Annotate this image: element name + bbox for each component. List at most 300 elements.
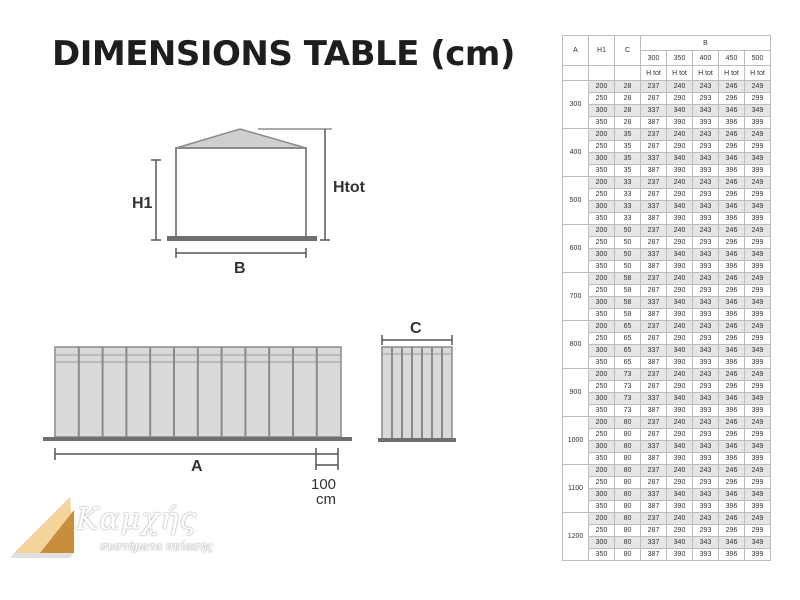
end-view-diagram [378,320,456,442]
table-row [563,117,771,129]
cell-htot: 399 [745,501,771,513]
table-row [563,105,771,117]
cell-htot: 243 [693,225,719,237]
cell-htot: 396 [719,261,745,273]
cell-htot: 290 [667,381,693,393]
cell-htot: 299 [745,381,771,393]
cell-htot: 390 [667,213,693,225]
cell-htot: 343 [693,537,719,549]
cell-htot: 387 [641,213,667,225]
table-row [563,453,771,465]
cell-a: 500 [563,177,589,225]
cell-htot: 237 [641,321,667,333]
cell-htot: 243 [693,417,719,429]
table-row [563,249,771,261]
cell-c: 80 [615,453,641,465]
cell-h1: 300 [589,441,615,453]
cell-a: 600 [563,225,589,273]
cell-htot: 290 [667,333,693,345]
cell-htot: 399 [745,117,771,129]
cell-htot: 343 [693,249,719,261]
cell-htot: 399 [745,165,771,177]
cell-htot: 249 [745,273,771,285]
cell-htot: 349 [745,249,771,261]
cell-c: 80 [615,465,641,477]
cell-htot: 337 [641,153,667,165]
table-row [563,153,771,165]
cell-htot: 349 [745,153,771,165]
table-row [563,261,771,273]
cell-htot: 240 [667,81,693,93]
header-htot: H tot [745,66,771,81]
cell-htot: 287 [641,93,667,105]
cell-htot: 399 [745,405,771,417]
cell-htot: 346 [719,489,745,501]
cell-c: 80 [615,429,641,441]
cell-htot: 387 [641,165,667,177]
table-row [563,165,771,177]
cell-htot: 287 [641,189,667,201]
cell-h1: 350 [589,357,615,369]
cell-h1: 300 [589,489,615,501]
cell-htot: 399 [745,453,771,465]
cell-c: 65 [615,345,641,357]
table-row [563,381,771,393]
cell-h1: 350 [589,405,615,417]
table-row [563,501,771,513]
cell-h1: 250 [589,477,615,489]
cell-h1: 250 [589,189,615,201]
cell-htot: 396 [719,501,745,513]
cell-h1: 300 [589,393,615,405]
cell-c: 58 [615,309,641,321]
table-row [563,297,771,309]
table-row [563,213,771,225]
cell-htot: 343 [693,153,719,165]
cell-htot: 399 [745,357,771,369]
cell-htot: 237 [641,513,667,525]
cell-htot: 287 [641,477,667,489]
cell-htot: 293 [693,477,719,489]
cell-htot: 293 [693,237,719,249]
cell-c: 33 [615,213,641,225]
cell-htot: 249 [745,417,771,429]
cell-a: 800 [563,321,589,369]
cell-htot: 296 [719,333,745,345]
cell-htot: 349 [745,105,771,117]
cell-htot: 249 [745,513,771,525]
cell-htot: 299 [745,477,771,489]
cell-htot: 349 [745,489,771,501]
cell-htot: 293 [693,429,719,441]
cell-c: 80 [615,417,641,429]
cell-htot: 249 [745,321,771,333]
table-row [563,405,771,417]
cell-htot: 340 [667,249,693,261]
cell-h1: 250 [589,237,615,249]
cell-c: 65 [615,321,641,333]
table-row [563,537,771,549]
cell-htot: 293 [693,141,719,153]
cell-htot: 340 [667,441,693,453]
cell-htot: 346 [719,201,745,213]
company-logo-name: Καμχής [76,502,198,537]
cell-htot: 299 [745,237,771,249]
cell-htot: 343 [693,441,719,453]
cell-htot: 290 [667,237,693,249]
cell-h1: 250 [589,381,615,393]
cell-h1: 200 [589,369,615,381]
cell-h1: 300 [589,201,615,213]
cell-htot: 340 [667,297,693,309]
cell-htot: 246 [719,273,745,285]
table-row [563,129,771,141]
cell-htot: 293 [693,285,719,297]
cell-htot: 246 [719,321,745,333]
page-title: DIMENSIONS TABLE (cm) [52,34,515,74]
cell-htot: 290 [667,429,693,441]
cell-c: 65 [615,333,641,345]
cell-htot: 396 [719,213,745,225]
cell-htot: 243 [693,465,719,477]
cell-htot: 387 [641,117,667,129]
header-htot: H tot [719,66,745,81]
cell-h1: 300 [589,249,615,261]
cell-c: 80 [615,441,641,453]
cell-htot: 299 [745,189,771,201]
cell-htot: 340 [667,201,693,213]
cell-htot: 237 [641,81,667,93]
cell-a: 1100 [563,465,589,513]
h1-label: H1 [132,195,153,212]
cell-htot: 337 [641,393,667,405]
cell-h1: 250 [589,93,615,105]
cell-htot: 299 [745,285,771,297]
cell-c: 80 [615,525,641,537]
cell-h1: 200 [589,417,615,429]
htot-label: Htot [333,179,365,196]
cell-c: 80 [615,477,641,489]
cell-htot: 390 [667,261,693,273]
cell-c: 80 [615,489,641,501]
cell-a: 700 [563,273,589,321]
header-h1: H1 [589,36,615,66]
cell-htot: 343 [693,105,719,117]
cell-htot: 246 [719,417,745,429]
cell-htot: 240 [667,513,693,525]
cell-htot: 349 [745,441,771,453]
cell-htot: 293 [693,525,719,537]
cell-htot: 290 [667,189,693,201]
cell-c: 35 [615,165,641,177]
cell-htot: 349 [745,201,771,213]
cell-htot: 243 [693,129,719,141]
cell-htot: 393 [693,501,719,513]
cell-c: 80 [615,537,641,549]
table-header-row [563,36,771,51]
cell-c: 50 [615,225,641,237]
company-logo-mark [10,497,74,558]
header-c: C [615,36,641,66]
cell-c: 80 [615,549,641,561]
cell-htot: 337 [641,105,667,117]
cell-htot: 287 [641,381,667,393]
cell-htot: 237 [641,129,667,141]
header-htot: H tot [693,66,719,81]
module-unit-label: cm [316,491,336,508]
cell-htot: 243 [693,273,719,285]
cell-c: 73 [615,405,641,417]
cell-htot: 293 [693,189,719,201]
table-row [563,81,771,93]
cell-htot: 246 [719,81,745,93]
header-spacer [563,66,589,81]
cell-h1: 200 [589,129,615,141]
header-spacer [615,66,641,81]
cell-htot: 337 [641,345,667,357]
table-row [563,549,771,561]
cell-htot: 346 [719,105,745,117]
cell-htot: 393 [693,405,719,417]
c-label: C [410,320,422,337]
cell-htot: 246 [719,513,745,525]
cell-htot: 346 [719,249,745,261]
table-row [563,141,771,153]
cell-htot: 240 [667,129,693,141]
cell-htot: 237 [641,465,667,477]
cell-htot: 240 [667,225,693,237]
cell-htot: 246 [719,369,745,381]
cell-htot: 293 [693,93,719,105]
cell-htot: 390 [667,501,693,513]
cell-c: 33 [615,189,641,201]
cell-htot: 240 [667,417,693,429]
header-spacer [589,66,615,81]
table-row [563,309,771,321]
header-b-value: 500 [745,51,771,66]
cell-htot: 346 [719,537,745,549]
cell-htot: 249 [745,369,771,381]
cell-htot: 387 [641,309,667,321]
cell-htot: 399 [745,213,771,225]
header-a: A [563,36,589,66]
cell-htot: 287 [641,429,667,441]
cell-htot: 399 [745,309,771,321]
cell-c: 28 [615,105,641,117]
cell-h1: 250 [589,429,615,441]
cell-htot: 240 [667,177,693,189]
cell-htot: 249 [745,177,771,189]
cell-htot: 296 [719,93,745,105]
cell-htot: 343 [693,489,719,501]
cell-htot: 390 [667,405,693,417]
header-b-value: 350 [667,51,693,66]
cell-htot: 346 [719,345,745,357]
cell-c: 28 [615,117,641,129]
cell-htot: 337 [641,249,667,261]
cell-htot: 396 [719,549,745,561]
cell-c: 28 [615,81,641,93]
cell-h1: 350 [589,165,615,177]
cell-htot: 237 [641,369,667,381]
table-header-row [563,66,771,81]
cell-htot: 243 [693,81,719,93]
cell-htot: 349 [745,297,771,309]
cell-htot: 299 [745,333,771,345]
cell-htot: 387 [641,405,667,417]
cell-htot: 290 [667,93,693,105]
cell-a: 1000 [563,417,589,465]
cell-htot: 293 [693,381,719,393]
cell-htot: 340 [667,105,693,117]
table-row [563,477,771,489]
table-row [563,357,771,369]
cell-htot: 246 [719,225,745,237]
table-row [563,321,771,333]
front-view-base [167,236,317,241]
cell-c: 50 [615,261,641,273]
cell-htot: 387 [641,261,667,273]
cell-c: 50 [615,249,641,261]
cell-h1: 200 [589,273,615,285]
cell-c: 58 [615,297,641,309]
cell-htot: 390 [667,309,693,321]
table-row [563,465,771,477]
cell-htot: 396 [719,357,745,369]
cell-htot: 249 [745,465,771,477]
cell-c: 58 [615,273,641,285]
cell-a: 300 [563,81,589,129]
logo-shadow [10,553,74,558]
cell-htot: 387 [641,453,667,465]
cell-htot: 393 [693,165,719,177]
cell-htot: 390 [667,357,693,369]
cell-htot: 237 [641,417,667,429]
cell-htot: 393 [693,261,719,273]
cell-htot: 387 [641,549,667,561]
cell-h1: 300 [589,297,615,309]
cell-h1: 250 [589,141,615,153]
cell-a: 400 [563,129,589,177]
cell-htot: 399 [745,261,771,273]
cell-htot: 249 [745,129,771,141]
cell-a: 900 [563,369,589,417]
cell-htot: 393 [693,117,719,129]
cell-htot: 393 [693,453,719,465]
header-htot: H tot [667,66,693,81]
table-row [563,429,771,441]
cell-htot: 237 [641,225,667,237]
cell-htot: 243 [693,177,719,189]
cell-htot: 343 [693,393,719,405]
cell-htot: 299 [745,93,771,105]
dimensions-table-body [563,81,771,561]
cell-htot: 390 [667,549,693,561]
table-row [563,189,771,201]
front-view-diagram [132,129,366,277]
cell-htot: 296 [719,477,745,489]
table-row [563,489,771,501]
cell-htot: 396 [719,453,745,465]
cell-htot: 337 [641,489,667,501]
cell-htot: 290 [667,285,693,297]
cell-htot: 337 [641,201,667,213]
cell-htot: 340 [667,153,693,165]
cell-htot: 246 [719,177,745,189]
company-logo-tagline: συστήματα σκίασης [100,540,213,553]
cell-htot: 296 [719,381,745,393]
cell-htot: 346 [719,393,745,405]
cell-h1: 200 [589,225,615,237]
cell-c: 33 [615,201,641,213]
cell-h1: 200 [589,321,615,333]
table-row [563,417,771,429]
cell-c: 73 [615,381,641,393]
cell-htot: 349 [745,537,771,549]
b-label: B [234,260,246,277]
cell-htot: 240 [667,321,693,333]
table-row [563,369,771,381]
table-row [563,237,771,249]
cell-htot: 296 [719,237,745,249]
cell-htot: 340 [667,393,693,405]
table-row [563,273,771,285]
cell-htot: 346 [719,441,745,453]
cell-h1: 250 [589,333,615,345]
cell-htot: 246 [719,465,745,477]
table-row [563,93,771,105]
cell-htot: 340 [667,489,693,501]
cell-htot: 396 [719,405,745,417]
table-row [563,525,771,537]
cell-htot: 296 [719,189,745,201]
cell-htot: 340 [667,345,693,357]
cell-htot: 337 [641,297,667,309]
cell-c: 33 [615,177,641,189]
cell-h1: 300 [589,153,615,165]
dimensions-table [562,35,771,561]
cell-htot: 390 [667,117,693,129]
cell-htot: 243 [693,513,719,525]
cell-htot: 237 [641,177,667,189]
cell-h1: 350 [589,261,615,273]
cell-c: 58 [615,285,641,297]
cell-h1: 200 [589,513,615,525]
cell-c: 73 [615,393,641,405]
cell-htot: 296 [719,525,745,537]
cell-htot: 287 [641,285,667,297]
cell-htot: 290 [667,525,693,537]
table-row [563,225,771,237]
cell-h1: 300 [589,345,615,357]
header-b-value: 400 [693,51,719,66]
cell-htot: 387 [641,501,667,513]
cell-c: 80 [615,513,641,525]
cell-htot: 287 [641,141,667,153]
cell-htot: 299 [745,429,771,441]
front-view-body [176,148,306,237]
cell-c: 80 [615,501,641,513]
cell-htot: 249 [745,225,771,237]
cell-h1: 250 [589,285,615,297]
cell-h1: 350 [589,309,615,321]
header-htot: H tot [641,66,667,81]
cell-htot: 349 [745,393,771,405]
cell-htot: 346 [719,153,745,165]
side-view-diagram [43,347,352,508]
cell-htot: 343 [693,297,719,309]
cell-c: 35 [615,141,641,153]
